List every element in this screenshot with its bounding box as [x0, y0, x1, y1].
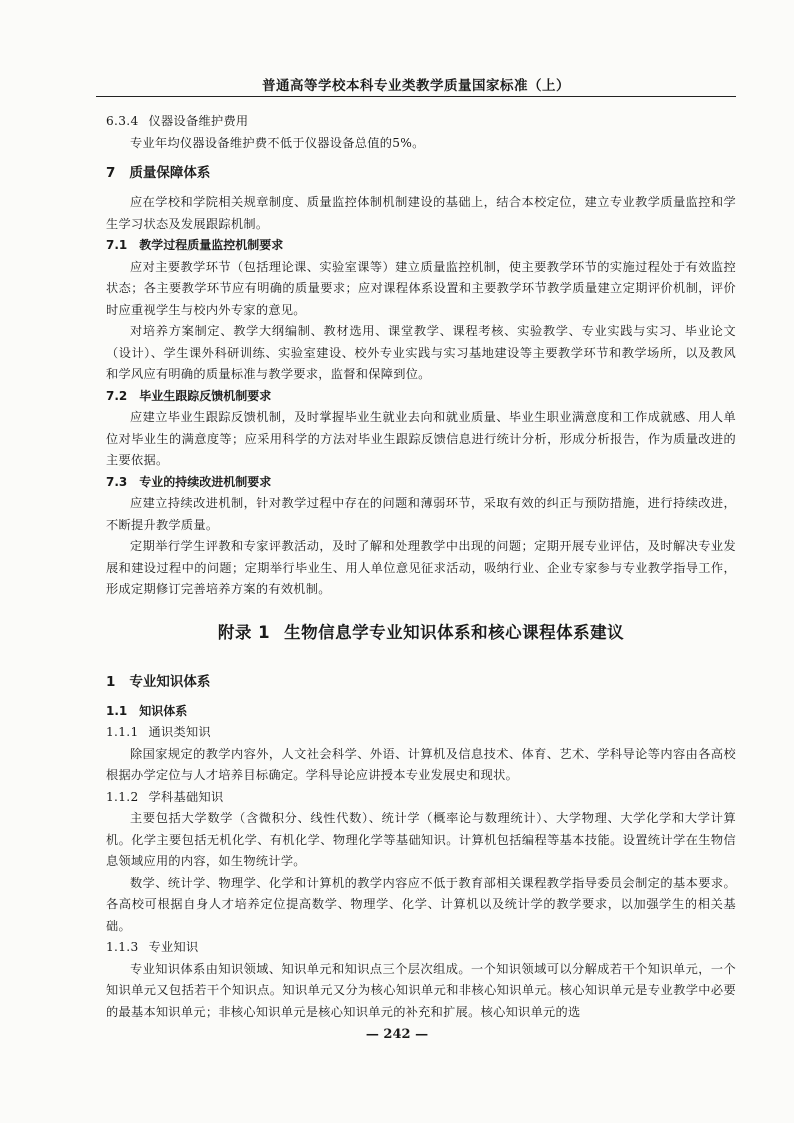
running-header: 普通高等学校本科专业类教学质量国家标准（上） — [262, 78, 570, 94]
section-title: 专业的持续改进机制要求 — [139, 474, 272, 489]
section-1-heading — [106, 671, 736, 693]
paragraph: 专业年均仪器设备维护费不低于仪器设备总值的5%。 — [130, 135, 425, 150]
appendix-heading-text: 生物信息学专业知识体系和核心课程体系建议 — [284, 622, 625, 642]
section-7-2-heading — [106, 386, 736, 408]
appendix-number: 附录 1 — [217, 622, 271, 642]
section-number: 7.2 — [106, 388, 128, 403]
paragraph: 主要包括大学数学（含微积分、线性代数）、统计学（概率论与数理统计）、大学物理、大学化学和大学计算机。化学主要包括无机化学、有机化学、物理化学等基础知识。计算机包括编程等基本技能。设置统计学在生物信息领域应用的内容，如生物统计学。 — [106, 811, 736, 868]
paragraph: 除国家规定的教学内容外，人文社会科学、外语、计算机及信息技术、体育、艺术、学科导论等内容由各高校根据办学定位与人才培养目标确定。学科导论应讲授本专业发展史和现状。 — [106, 746, 736, 782]
paragraph: 数学、统计学、物理学、化学和计算机的教学内容应不低于教育部相关课程教学指导委员会制定的基本要求。各高校可根据自身人才培养定位提高数学、物理学、化学、计算机以及统计学的教学要求，以加强学生的相关基础。 — [106, 875, 736, 933]
paragraph: 应对主要教学环节（包括理论课、实验室课等）建立质量监控机制，使主要教学环节的实施过程处于有效监控状态；各主要教学环节应有明确的质量要求；应对课程体系设置和主要教学环节教学质量建立定期评价机制，评价时应重视学生与校内外专家的意见。 — [106, 259, 736, 317]
page-number: — 242 — — [365, 1027, 429, 1042]
paragraph: 定期举行学生评教和专家评教活动，及时了解和处理教学中出现的问题；定期开展专业评估，及时解决专业发展和建设过程中的问题；定期举行毕业生、用人单位意见征求活动，吸纳行业、企业专家参与专业教学指导工作，形成定期修订完善培养方案的有效机制。 — [106, 539, 736, 596]
section-1-1-2-heading — [106, 787, 736, 809]
section-number: 1.1.1 — [106, 725, 139, 739]
page-body — [106, 111, 736, 1023]
paragraph: 应建立持续改进机制，针对教学过程中存在的问题和薄弱环节，采取有效的纠正与预防措施，进行持续改进，不断提升教学质量。 — [106, 496, 736, 532]
section-number: 1 — [106, 673, 116, 690]
section-title: 毕业生跟踪反馈机制要求 — [139, 388, 272, 403]
section-7-1-heading — [106, 235, 736, 257]
section-number: 6.3.4 — [106, 114, 139, 128]
section-number: 1.1.2 — [106, 789, 139, 804]
paragraph: 专业知识体系由知识领域、知识单元和知识点三个层次组成。一个知识领域可以分解成若干个知识单元，一个知识单元又包括若干个知识点。知识单元又分为核心知识单元和非核心知识单元。核心知识单元是专业教学中必要的最基本知识单元；非核心知识单元是核心知识单元的补充和扩展。核心知识单元的选 — [106, 961, 736, 1019]
section-1-1-3-heading — [106, 937, 736, 959]
paragraph: 对培养方案制定、教学大纲编制、教材选用、课堂教学、课程考核、实验教学、专业实践与实习、毕业论文（设计）、学生课外科研训练、实验室建设、校外专业实践与实习基地建设等主要教学环节和教学场所，以及教风和学风应有明确的质量标准与教学要求，监督和保障到位。 — [106, 324, 736, 381]
section-title: 通识类知识 — [148, 725, 211, 739]
appendix-title — [106, 619, 736, 643]
section-1-1-1-heading — [106, 722, 736, 744]
section-number: 1.1.3 — [106, 940, 139, 954]
paragraph: 应建立毕业生跟踪反馈机制，及时掌握毕业生就业去向和就业质量、毕业生职业满意度和工作成就感、用人单位对毕业生的满意度等；应采用科学的方法对毕业生跟踪反馈信息进行统计分析，形成分析报告，作为质量改进的主要依据。 — [106, 410, 736, 467]
section-title: 教学过程质量监控机制要求 — [139, 238, 284, 252]
section-7-3-heading — [106, 472, 736, 494]
section-title: 学科基础知识 — [148, 789, 224, 804]
header-rule — [96, 96, 736, 97]
section-number: 7 — [106, 165, 116, 181]
section-title: 专业知识 — [148, 940, 199, 954]
section-number: 7.1 — [106, 238, 128, 252]
section-title: 知识体系 — [139, 703, 188, 718]
section-7-heading — [106, 162, 736, 184]
section-title: 质量保障体系 — [129, 165, 211, 181]
section-title: 专业知识体系 — [129, 673, 211, 690]
section-number: 1.1 — [106, 703, 128, 718]
section-1-1-heading — [106, 701, 736, 723]
section-title: 仪器设备维护费用 — [148, 114, 249, 128]
paragraph: 应在学校和学院相关规章制度、质量监控体制机制建设的基础上，结合本校定位，建立专业教学质量监控和学生学习状态及发展跟踪机制。 — [106, 195, 736, 231]
section-number: 7.3 — [106, 474, 128, 489]
section-6-3-4-heading — [106, 111, 736, 133]
